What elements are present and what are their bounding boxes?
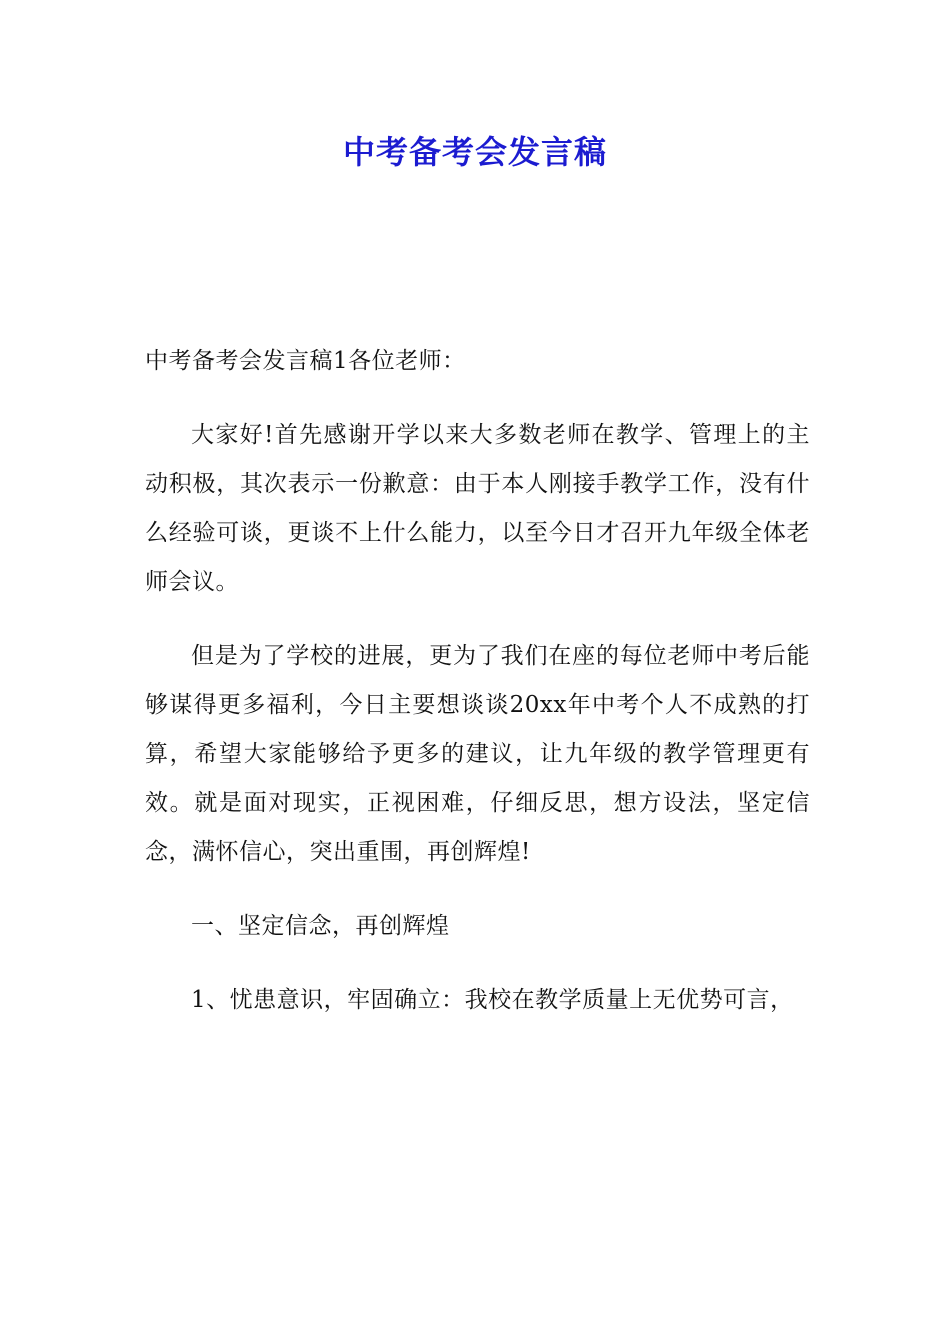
- paragraph-purpose: 但是为了学校的进展，更为了我们在座的每位老师中考后能够谋得更多福利，今日主要想谈谈20xx年中考个人不成熟的打算，希望大家能够给予更多的建议，让九年级的教学管理更有效。就是面对现实，正视困难，仔细反思，想方设法，坚定信念，满怀信心，突出重围，再创辉煌!: [145, 643, 810, 865]
- paragraph-point-1: 1、忧患意识，牢固确立：我校在教学质量上无优势可言，: [191, 987, 794, 1013]
- paragraph-salutation: 中考备考会发言稿1各位老师：: [145, 348, 466, 374]
- document-body: [145, 337, 810, 1050]
- section-heading-1: 一、坚定信念，再创辉煌: [191, 913, 450, 939]
- paragraph-greeting: 大家好!首先感谢开学以来大多数老师在教学、管理上的主动积极，其次表示一份歉意：由于本人刚接手教学工作，没有什么经验可谈，更谈不上什么能力，以至今日才召开九年级全体老师会议。: [145, 422, 810, 595]
- document-title: 中考备考会发言稿: [342, 133, 607, 171]
